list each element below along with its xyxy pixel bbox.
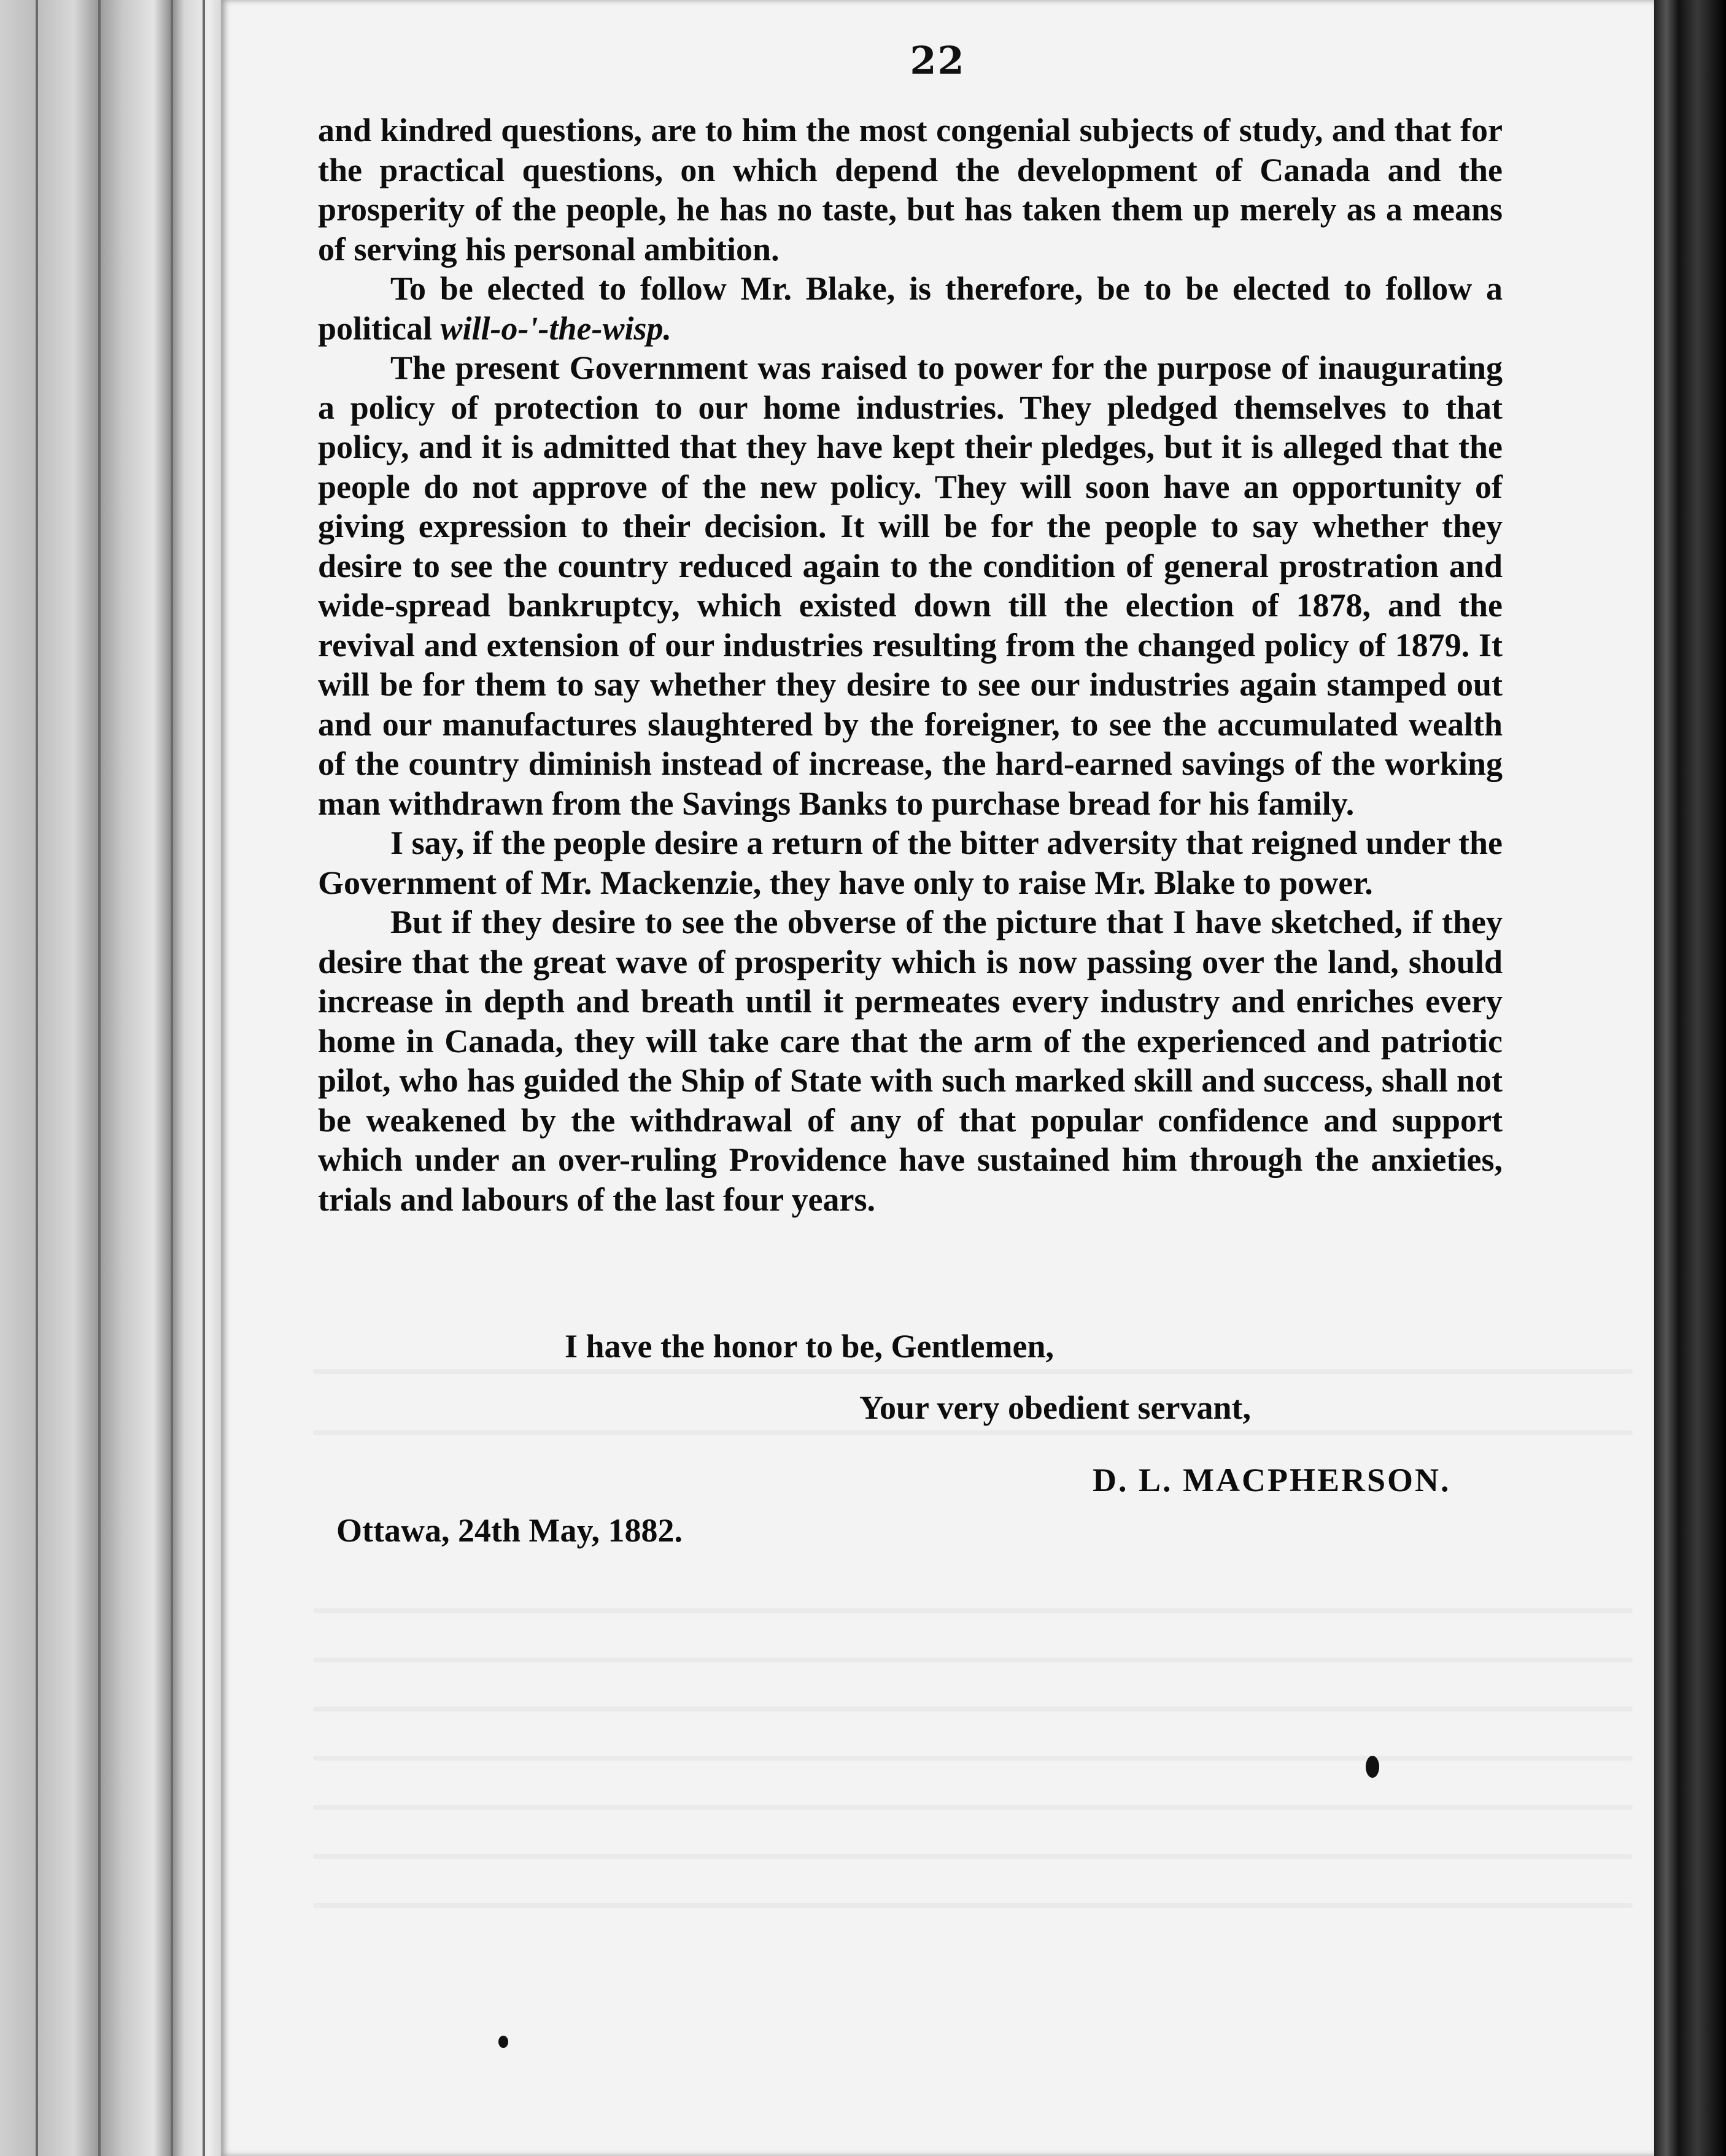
- paragraph-2-italic: will-o-'-the-wisp.: [440, 309, 671, 347]
- stacked-page-edges: [0, 0, 227, 2156]
- page-edge-line: [203, 0, 205, 2156]
- paragraph-4: I say, if the people desire a return of the bitter adversity that reigned under the Government of Mr. Mackenzie, they have only to raise Mr. Blake to power.: [318, 824, 1503, 901]
- bleed-through-line: [313, 1369, 1633, 1374]
- bleed-through-line: [313, 1805, 1633, 1810]
- letter-closing: I have the honor to be, Gentlemen,: [565, 1328, 1054, 1365]
- letter-signature: D. L. MACPHERSON.: [1093, 1462, 1451, 1499]
- bleed-through-line: [313, 1608, 1633, 1613]
- letter-dateline: Ottawa, 24th May, 1882.: [336, 1512, 683, 1549]
- paragraph-3: The present Government was raised to power for the purpose of inaugurating a policy of protection to our home industries. They pledged themselves to that policy, and it is admitted that they have kept their pledges, but it is alleged that the people do not approve of the new policy. They will soon have an opportunity of giving expression to their decision. It will be for the people to say whether they desire to see the country reduced again to the condition of general prostration and wide-spread bankruptcy, which existed down till the election of 1878, and the revival and extension of our industries resulting from the changed policy of 1879. It will be for them to say whether they desire to see our industries again stamped out and our manufactures slaughtered by the foreigner, to see the accumulated wealth of the country diminish instead of increase, the hard-earned savings of the working man withdrawn from the Savings Banks to purchase bread for his family.: [318, 349, 1503, 822]
- page-edge-line: [98, 0, 101, 2156]
- bleed-through-line: [313, 1903, 1633, 1908]
- bleed-through-line: [313, 1756, 1633, 1761]
- bleed-through-line: [313, 1658, 1633, 1662]
- book-page: [221, 0, 1654, 2156]
- letter-signoff: Your very obedient servant,: [859, 1389, 1251, 1426]
- bleed-through-line: [313, 1430, 1633, 1435]
- page-edge-line: [36, 0, 38, 2156]
- paragraph-2: [318, 269, 1503, 348]
- page-edge-line: [171, 0, 173, 2156]
- bleed-through-line: [313, 1707, 1633, 1712]
- letter-body: [318, 111, 1503, 1219]
- ink-mark: [498, 2036, 508, 2048]
- paragraph-2-text: To be elected to follow Mr. Blake, is therefore, be to be elected to follow a political: [318, 270, 1503, 347]
- paragraph-5: But if they desire to see the obverse of the picture that I have sketched, if they desire that the great wave of prosperity which is now passing over the land, should increase in depth and breath until it permeates every industry and enriches every home in Canada, they will take care that the arm of the experienced and patriotic pilot, who has guided the Ship of State with such marked skill and success, shall not be weakened by the withdrawal of any of that popular confidence and support which under an over-ruling Providence have sustained him through the anxieties, trials and labours of the last four years.: [318, 904, 1503, 1218]
- page-number: 22: [910, 38, 966, 83]
- ink-mark: [1366, 1756, 1379, 1778]
- bleed-through-line: [313, 1854, 1633, 1859]
- paragraph-1: and kindred questions, are to him the most congenial subjects of study, and that for the practical questions, on which depend the development of Canada and the prosperity of the people, he has no taste, but has taken them up merely as a means of serving his personal ambition.: [318, 112, 1503, 268]
- book-binding-edge: [1654, 0, 1726, 2156]
